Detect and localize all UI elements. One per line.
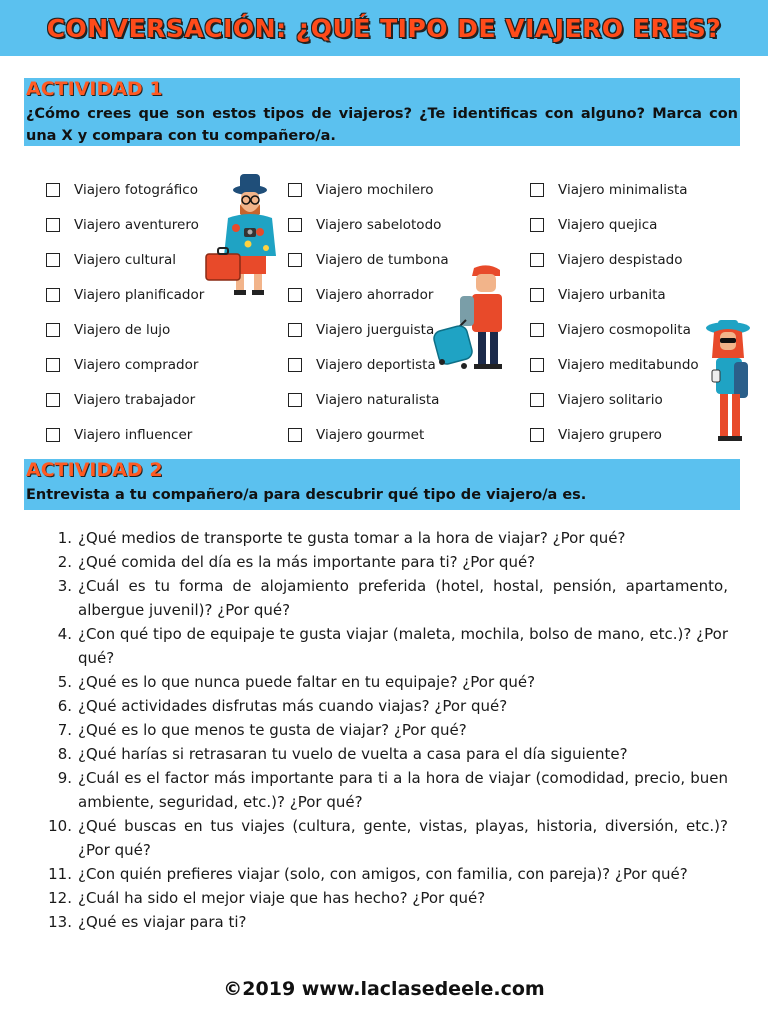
checklist-item[interactable]	[530, 277, 699, 312]
checkbox[interactable]	[530, 253, 544, 267]
activity1-header	[24, 78, 740, 146]
question-number: 12.	[48, 889, 72, 907]
question-item	[32, 694, 728, 718]
checkbox[interactable]	[530, 393, 544, 407]
checkbox[interactable]	[530, 323, 544, 337]
checklist-column-3	[530, 172, 699, 452]
checklist-item[interactable]	[46, 242, 204, 277]
checklist-item[interactable]	[530, 242, 699, 277]
checklist-item[interactable]	[288, 312, 449, 347]
checklist-item-label: Viajero trabajador	[74, 391, 196, 408]
checklist-item-label: Viajero grupero	[558, 426, 662, 443]
checklist-item[interactable]	[46, 312, 204, 347]
question-item	[32, 526, 728, 550]
footer-copyright: ©2019 www.laclasedeele.com	[223, 978, 545, 1000]
question-item	[32, 550, 728, 574]
checklist-item[interactable]	[530, 382, 699, 417]
checklist-item-label: Viajero solitario	[558, 391, 663, 408]
checklist-item[interactable]	[46, 172, 204, 207]
checkbox[interactable]	[288, 428, 302, 442]
checklist-item[interactable]	[46, 382, 204, 417]
activity1-instructions: ¿Cómo crees que son estos tipos de viajeros? ¿Te identificas con alguno? Marca con una X y compara con tu compañero/a.	[26, 106, 738, 144]
question-text: ¿Qué es lo que nunca puede faltar en tu equipaje? ¿Por qué?	[78, 673, 536, 691]
checklist-item[interactable]	[46, 277, 204, 312]
checkbox[interactable]	[46, 183, 60, 197]
checklist-item-label: Viajero de lujo	[74, 321, 171, 338]
question-item	[32, 718, 728, 742]
checkbox[interactable]	[530, 428, 544, 442]
question-number: 2.	[57, 553, 72, 571]
question-text: ¿Con quién prefieres viajar (solo, con amigos, con familia, con pareja)? ¿Por qué?	[78, 865, 688, 883]
checklist-item[interactable]	[530, 347, 699, 382]
checklist-item[interactable]	[530, 312, 699, 347]
checkbox[interactable]	[530, 183, 544, 197]
title-banner	[0, 0, 768, 56]
backpacker-with-luggage-illustration	[430, 262, 526, 374]
woman-with-phone-illustration	[698, 318, 756, 446]
checklist-item[interactable]	[288, 207, 449, 242]
checklist-item-label: Viajero ahorrador	[316, 286, 434, 303]
checklist-item-label: Viajero sabelotodo	[316, 216, 442, 233]
checkbox[interactable]	[288, 358, 302, 372]
activity2-header	[24, 459, 740, 510]
checklist-item[interactable]	[46, 417, 204, 452]
question-number: 9.	[57, 769, 72, 787]
question-number: 13.	[48, 913, 72, 931]
checklist-column-1	[46, 172, 204, 452]
checkbox[interactable]	[530, 218, 544, 232]
checklist-item-label: Viajero juerguista	[316, 321, 435, 338]
page-title: CONVERSACIÓN: ¿QUÉ TIPO DE VIAJERO ERES?	[46, 13, 722, 43]
activity1-title: ACTIVIDAD 1	[26, 78, 163, 100]
question-number: 4.	[57, 625, 72, 643]
question-number: 8.	[57, 745, 72, 763]
checkbox[interactable]	[46, 428, 60, 442]
checklist-item-label: Viajero urbanita	[558, 286, 666, 303]
checkbox[interactable]	[288, 253, 302, 267]
question-number: 1.	[57, 529, 72, 547]
checklist-item-label: Viajero de tumbona	[316, 251, 449, 268]
tourist-with-suitcase-illustration	[204, 170, 286, 300]
question-item	[32, 574, 728, 622]
checklist-item[interactable]	[46, 207, 204, 242]
checklist-item-label: Viajero influencer	[74, 426, 193, 443]
question-text: ¿Qué harías si retrasaran tu vuelo de vuelta a casa para el día siguiente?	[78, 745, 628, 763]
question-item	[32, 814, 728, 862]
checklist-item-label: Viajero deportista	[316, 356, 436, 373]
checkbox[interactable]	[530, 358, 544, 372]
checklist-item[interactable]	[46, 347, 204, 382]
question-item	[32, 862, 728, 886]
question-item	[32, 742, 728, 766]
checklist-item-label: Viajero meditabundo	[558, 356, 699, 373]
checklist-item[interactable]	[288, 242, 449, 277]
question-text: ¿Con qué tipo de equipaje te gusta viajar (maleta, mochila, bolso de mano, etc.)? ¿Por qué?	[78, 625, 728, 667]
question-list	[32, 526, 728, 934]
checkbox[interactable]	[46, 358, 60, 372]
checklist-item[interactable]	[530, 172, 699, 207]
checklist-item[interactable]	[530, 207, 699, 242]
checklist-item[interactable]	[288, 382, 449, 417]
question-number: 7.	[57, 721, 72, 739]
checkbox[interactable]	[46, 393, 60, 407]
question-text: ¿Qué es lo que menos te gusta de viajar? ¿Por qué?	[78, 721, 467, 739]
question-text: ¿Qué actividades disfrutas más cuando viajas? ¿Por qué?	[78, 697, 508, 715]
checklist-item-label: Viajero naturalista	[316, 391, 440, 408]
checkbox[interactable]	[46, 218, 60, 232]
question-text: ¿Cuál es tu forma de alojamiento preferida (hotel, hostal, pensión, apartamento, albergue juvenil)? ¿Por qué?	[78, 577, 728, 619]
question-text: ¿Cuál ha sido el mejor viaje que has hecho? ¿Por qué?	[78, 889, 486, 907]
checklist-item-label: Viajero despistado	[558, 251, 683, 268]
checkbox[interactable]	[288, 323, 302, 337]
checklist-item[interactable]	[288, 347, 449, 382]
checklist-item-label: Viajero gourmet	[316, 426, 425, 443]
checklist-item-label: Viajero mochilero	[316, 181, 434, 198]
question-item	[32, 670, 728, 694]
checklist-item-label: Viajero planificador	[74, 286, 205, 303]
question-number: 5.	[57, 673, 72, 691]
checkbox[interactable]	[46, 253, 60, 267]
activity2-title: ACTIVIDAD 2	[26, 459, 163, 481]
question-item	[32, 622, 728, 670]
checkbox[interactable]	[530, 288, 544, 302]
question-number: 3.	[57, 577, 72, 595]
checklist-item-label: Viajero cultural	[74, 251, 176, 268]
checkbox[interactable]	[288, 183, 302, 197]
checklist-item[interactable]	[288, 417, 449, 452]
question-text: ¿Qué medios de transporte te gusta tomar a la hora de viajar? ¿Por qué?	[78, 529, 626, 547]
checklist-item[interactable]	[288, 172, 449, 207]
question-text: ¿Qué comida del día es la más importante para ti? ¿Por qué?	[78, 553, 536, 571]
checklist-item-label: Viajero comprador	[74, 356, 199, 373]
checklist-item[interactable]	[288, 277, 449, 312]
question-item	[32, 910, 728, 934]
question-number: 11.	[48, 865, 72, 883]
question-number: 10.	[48, 817, 72, 835]
checklist-item-label: Viajero fotográfico	[74, 181, 198, 198]
checkbox[interactable]	[288, 218, 302, 232]
checklist-item-label: Viajero quejica	[558, 216, 658, 233]
checklist-item-label: Viajero aventurero	[74, 216, 199, 233]
activity2-instructions: Entrevista a tu compañero/a para descubrir qué tipo de viajero/a es.	[26, 487, 587, 503]
question-text: ¿Qué es viajar para ti?	[78, 913, 247, 931]
question-text: ¿Cuál es el factor más importante para ti a la hora de viajar (comodidad, precio, buen ambiente, seguridad, etc.)? ¿Por qué?	[78, 769, 728, 811]
question-item	[32, 766, 728, 814]
checkbox[interactable]	[288, 393, 302, 407]
question-text: ¿Qué buscas en tus viajes (cultura, gente, vistas, playas, historia, diversión, etc.)? ¿Por qué?	[78, 817, 728, 859]
checklist-column-2	[288, 172, 449, 452]
checkbox[interactable]	[46, 323, 60, 337]
checklist-item-label: Viajero cosmopolita	[558, 321, 691, 338]
question-item	[32, 886, 728, 910]
checklist-item[interactable]	[530, 417, 699, 452]
checkbox[interactable]	[288, 288, 302, 302]
question-number: 6.	[57, 697, 72, 715]
checklist-item-label: Viajero minimalista	[558, 181, 688, 198]
checkbox[interactable]	[46, 288, 60, 302]
